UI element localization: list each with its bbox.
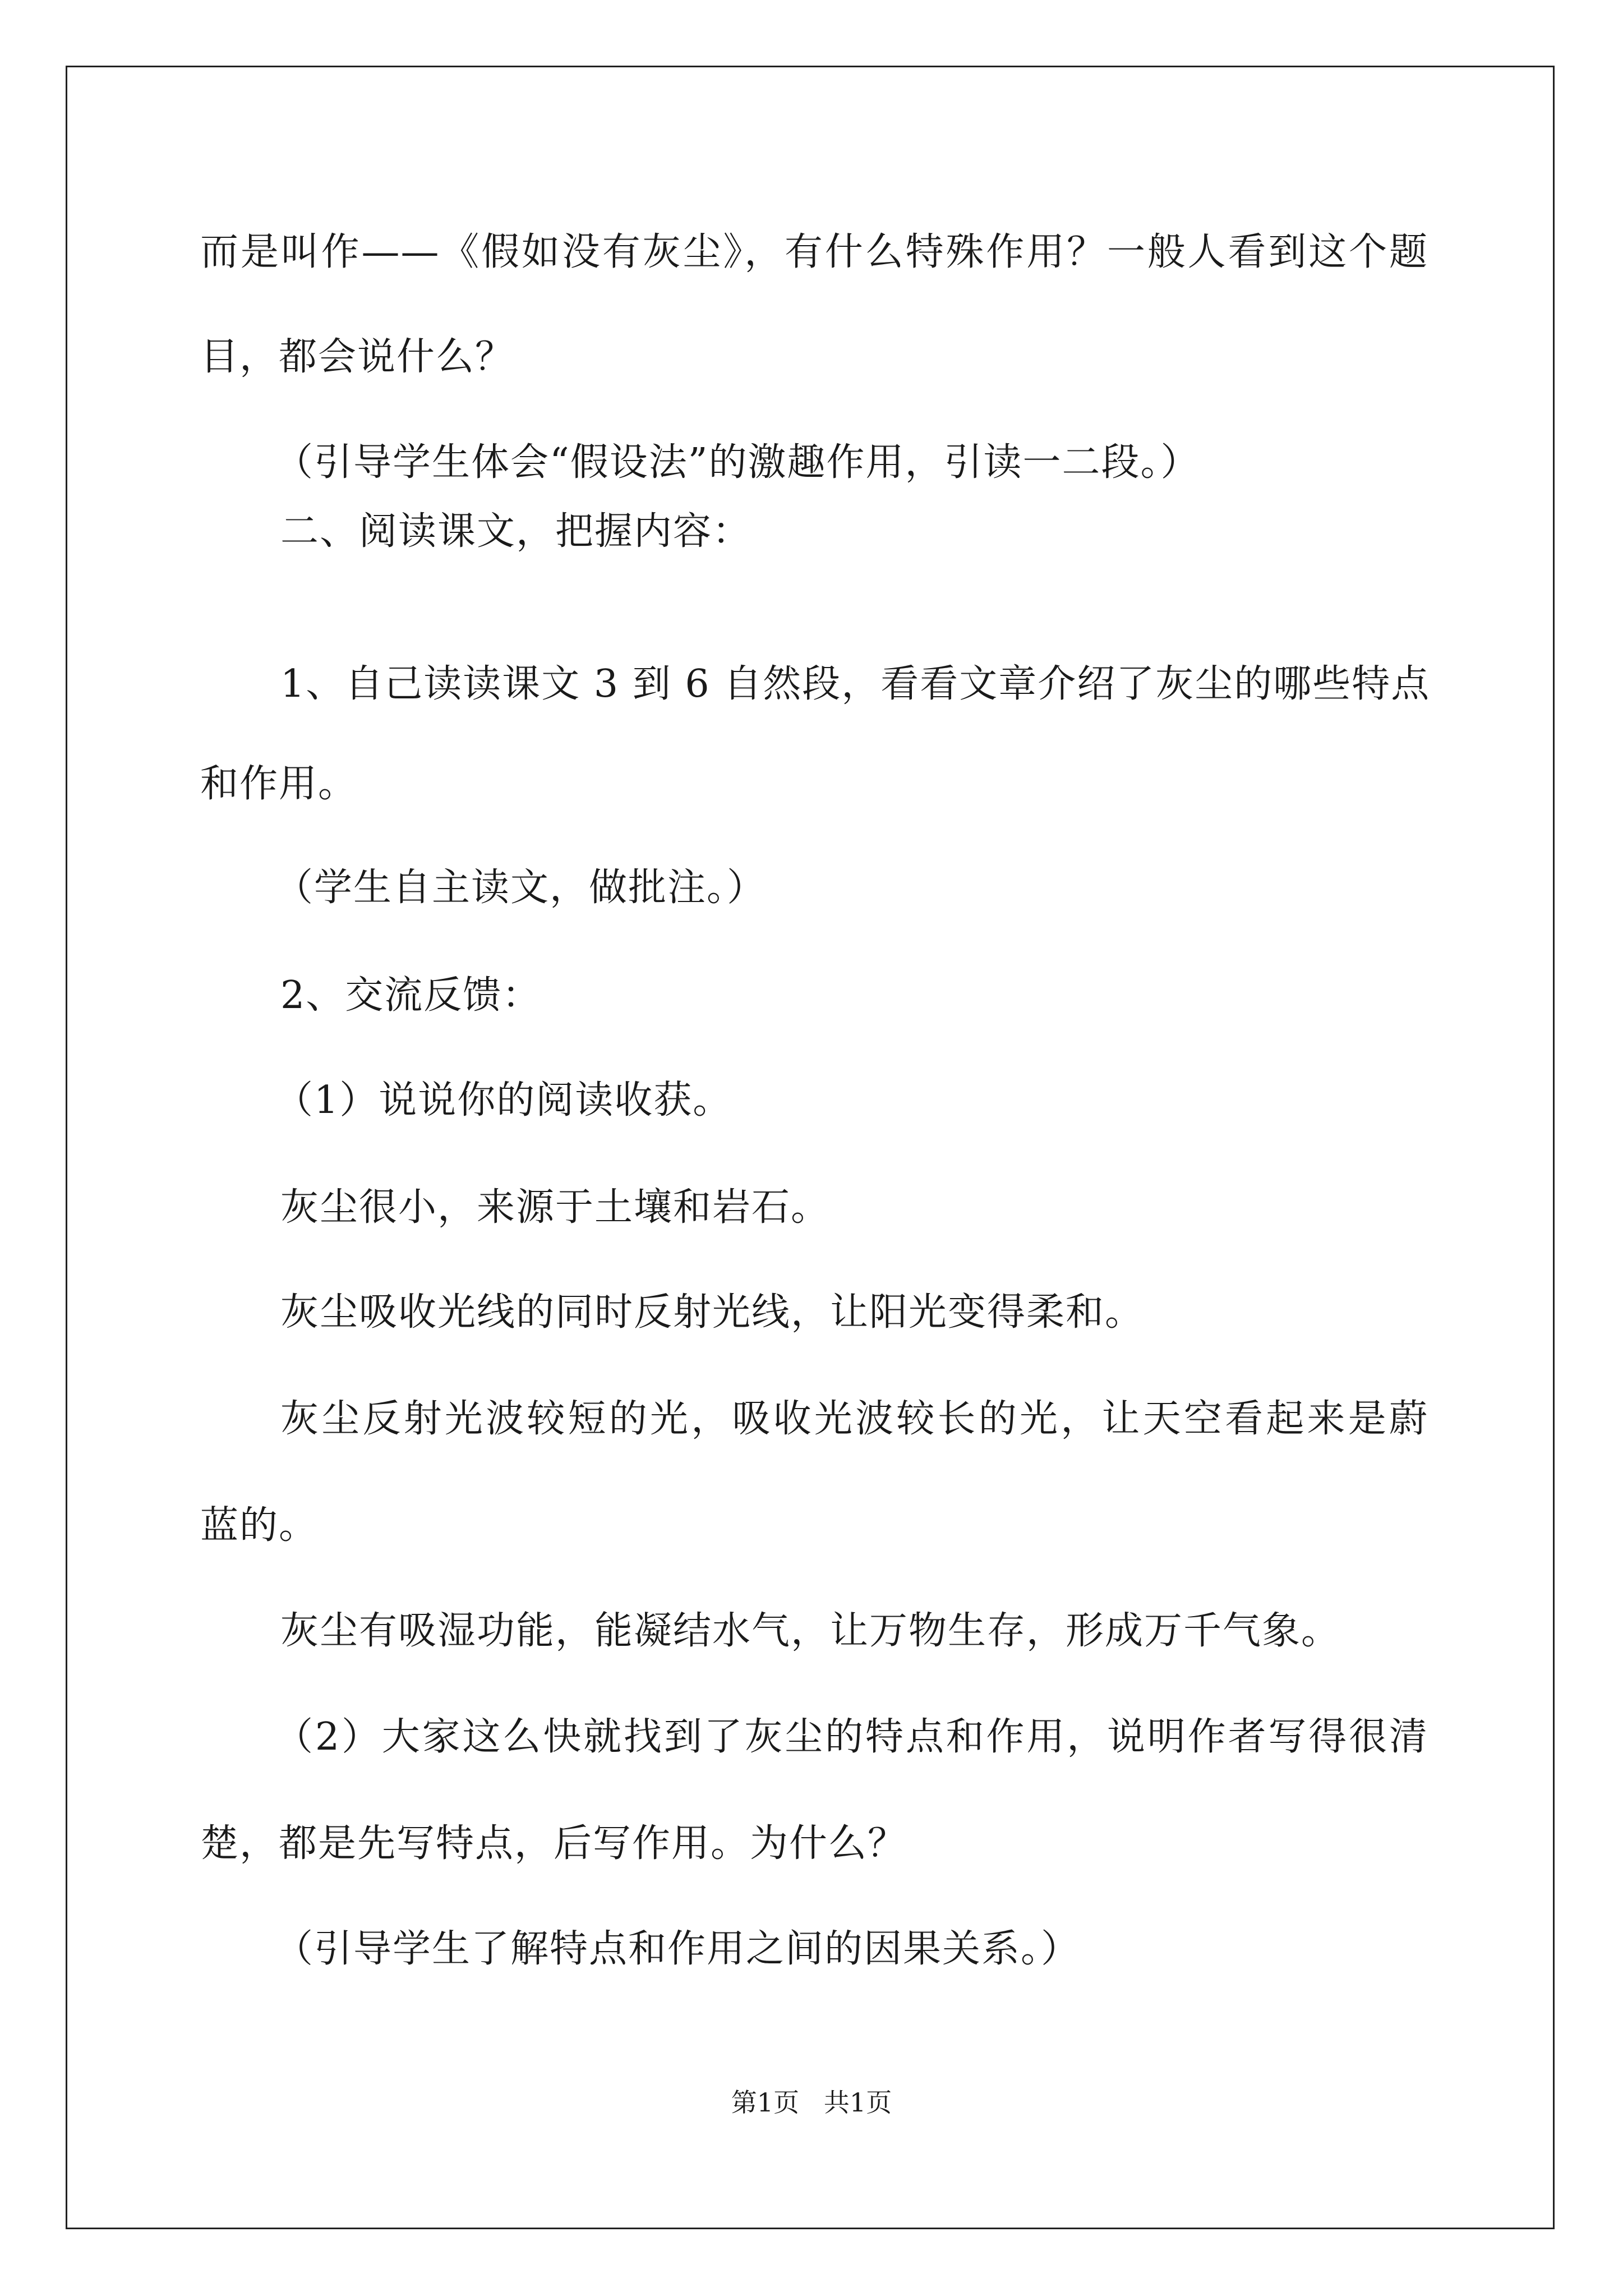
text-line: 灰尘有吸湿功能，能凝结水气，让万物生存，形成万千气象。 <box>280 1609 1341 1653</box>
text-line: 二、阅读课文，把握内容： <box>280 509 752 554</box>
text-line: 灰尘很小，来源于土壤和岩石。 <box>280 1185 831 1230</box>
page-footer: 第1页 共1页 <box>731 2087 892 2118</box>
text-line: 蓝的。 <box>200 1503 319 1548</box>
text-line: （1）说说你的阅读收获。 <box>275 1078 732 1122</box>
text-line: 和作用。 <box>200 762 358 806</box>
text-line: 灰尘反射光波较短的光，吸收光波较长的光，让天空看起来是蔚 <box>280 1397 1428 1441</box>
text-line: 而是叫作——《假如没有灰尘》，有什么特殊作用？一般人看到这个题 <box>200 230 1428 274</box>
text-line: 1、自己读读课文 3 到 6 自然段，看看文章介绍了灰尘的哪些特点 <box>280 662 1431 706</box>
text-line: （学生自主读文，做批注。） <box>275 866 767 910</box>
text-line: 灰尘吸收光线的同时反射光线，让阳光变得柔和。 <box>280 1290 1145 1335</box>
text-line: （2）大家这么快就找到了灰尘的特点和作用，说明作者写得很清 <box>275 1715 1428 1759</box>
page-border <box>66 66 1555 2229</box>
text-line: 楚，都是先写特点，后写作用。为什么？ <box>200 1821 907 1866</box>
text-line: （引导学生了解特点和作用之间的因果关系。） <box>275 1927 1081 1971</box>
text-line: （引导学生体会“假设法”的激趣作用，引读一二段。） <box>275 440 1200 485</box>
text-line: 目，都会说什么？ <box>200 335 515 379</box>
text-line: 2、交流反馈： <box>280 973 542 1018</box>
